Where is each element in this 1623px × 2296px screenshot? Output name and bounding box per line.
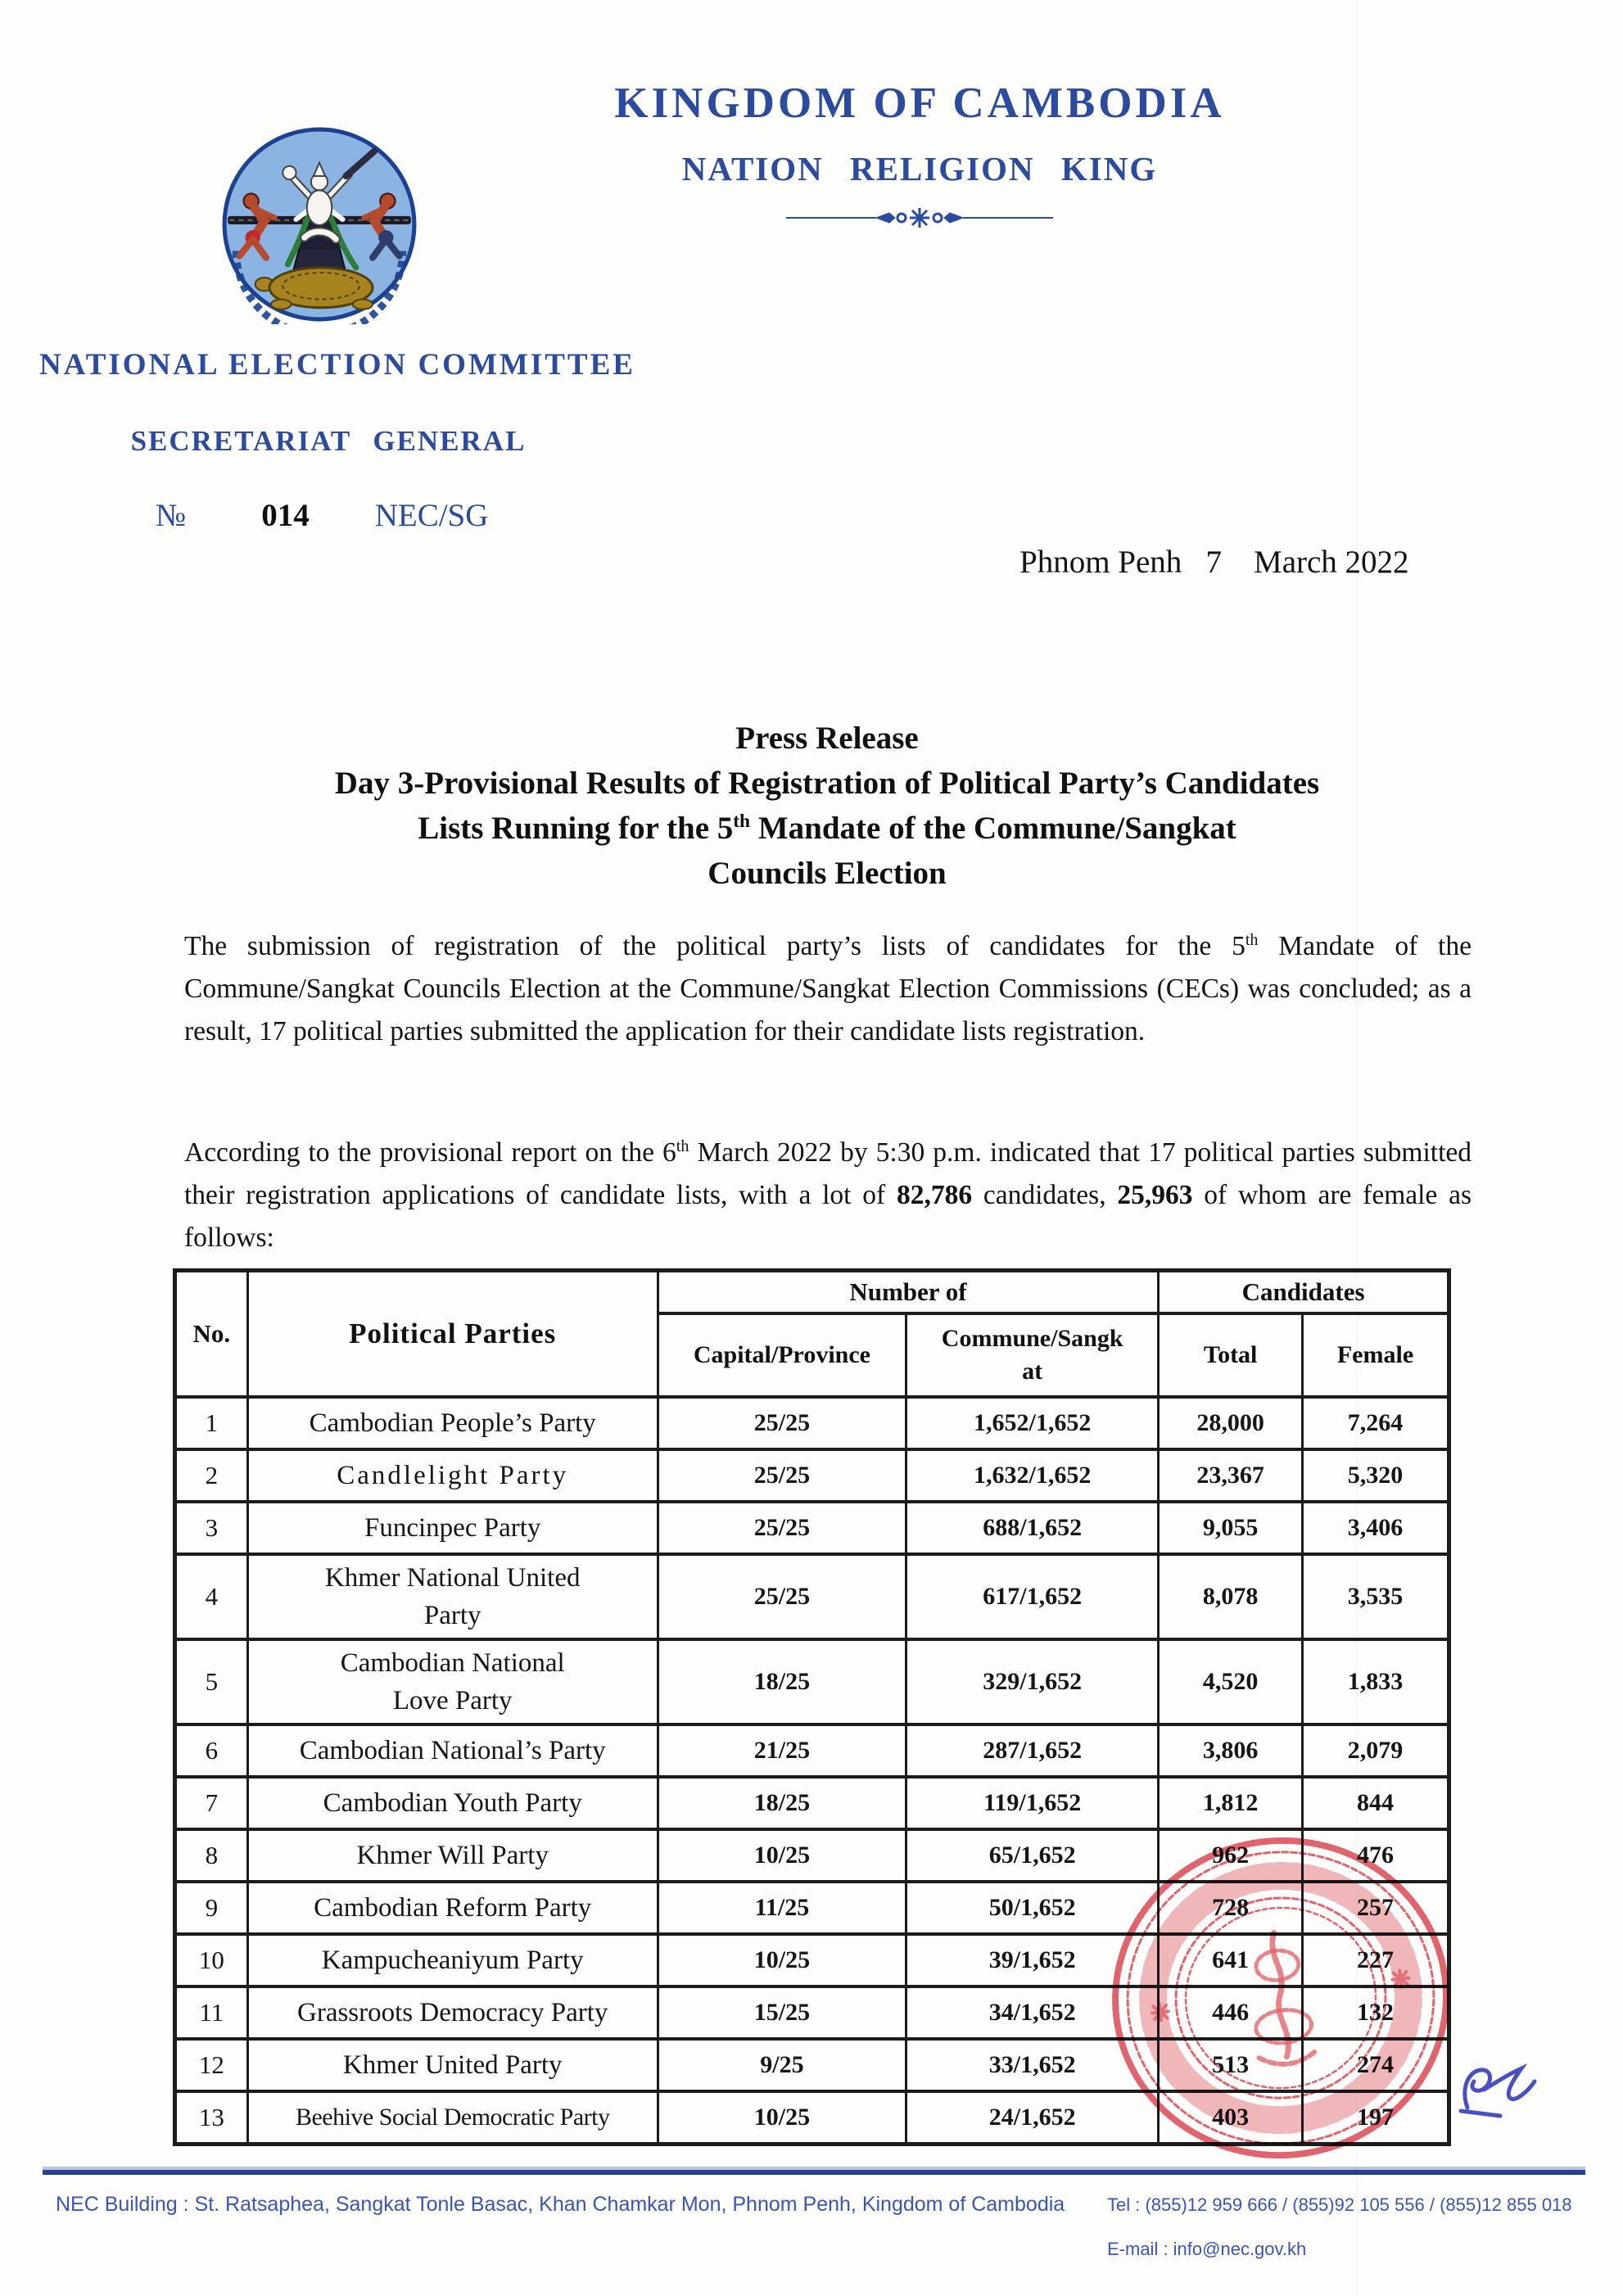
table-row <box>175 1829 1449 1882</box>
cell-commune: 24/1,652 <box>906 2091 1159 2145</box>
document-number-line <box>39 497 617 534</box>
cell-total: 8,078 <box>1159 1554 1303 1639</box>
cell-total: 728 <box>1159 1882 1303 1934</box>
col-header-capital-province: Capital/Province <box>658 1313 906 1397</box>
cell-female: 257 <box>1303 1882 1449 1934</box>
cell-total: 28,000 <box>1159 1397 1303 1449</box>
footer-email: E-mail : info@nec.gov.kh <box>1107 2239 1307 2259</box>
cell-no: 8 <box>175 1829 248 1882</box>
divider-ornament-icon <box>784 201 1055 234</box>
document-number: 014 <box>261 498 310 533</box>
cell-commune: 65/1,652 <box>906 1829 1159 1882</box>
cell-capital: 10/25 <box>658 1829 906 1882</box>
document-number-suffix: NEC/SG <box>374 498 489 533</box>
col-header-total: Total <box>1159 1313 1303 1397</box>
number-symbol: № <box>156 498 187 533</box>
cell-no: 6 <box>175 1724 248 1777</box>
cell-capital: 18/25 <box>658 1639 906 1724</box>
table-row <box>175 1639 1449 1724</box>
cell-capital: 15/25 <box>658 1986 906 2039</box>
title-line-3-text-end: Mandate of the Commune/Sangkat <box>750 811 1236 846</box>
cell-commune: 617/1,652 <box>906 1554 1159 1639</box>
col-header-female: Female <box>1303 1313 1449 1397</box>
paragraph-2 <box>184 1132 1472 1259</box>
cell-no: 13 <box>175 2091 248 2145</box>
letterhead-right <box>584 79 1255 238</box>
footer-telephone: Tel : (855)12 959 666 / (855)92 105 556 / (855)12 855 018 <box>1107 2194 1572 2215</box>
cell-commune: 1,632/1,652 <box>906 1449 1159 1502</box>
cell-no: 5 <box>175 1639 248 1724</box>
cell-female: 5,320 <box>1303 1449 1449 1502</box>
cell-commune: 688/1,652 <box>906 1502 1159 1554</box>
nec-logo <box>219 124 419 324</box>
female-candidates-count: 25,963 <box>1117 1180 1193 1210</box>
commune-header-line1: Commune/Sangk <box>941 1325 1123 1352</box>
cell-capital: 10/25 <box>658 2091 906 2145</box>
cell-capital: 25/25 <box>658 1554 906 1639</box>
cell-commune: 1,652/1,652 <box>906 1397 1159 1449</box>
cell-no: 1 <box>175 1397 248 1449</box>
cell-party: Khmer United Party <box>247 2039 658 2091</box>
place-date-line: Phnom Penh 7 March 2022 <box>1019 545 1409 580</box>
table-row <box>175 1724 1449 1777</box>
cell-commune: 287/1,652 <box>906 1724 1159 1777</box>
cell-no: 4 <box>175 1554 248 1639</box>
cell-female: 476 <box>1303 1829 1449 1882</box>
registration-results-table <box>173 1268 1451 2146</box>
cell-commune: 34/1,652 <box>906 1986 1159 2039</box>
cell-no: 9 <box>175 1882 248 1934</box>
cell-commune: 50/1,652 <box>906 1882 1159 1934</box>
motto-title: NATION RELIGION KING <box>681 150 1158 188</box>
col-header-no: No. <box>175 1271 248 1398</box>
cell-female: 3,406 <box>1303 1502 1449 1554</box>
cell-capital: 9/25 <box>658 2039 906 2091</box>
cell-capital: 25/25 <box>658 1449 906 1502</box>
table-row <box>175 1397 1449 1449</box>
col-header-political-parties: Political Parties <box>247 1271 658 1398</box>
table-row <box>175 1777 1449 1829</box>
cell-commune: 33/1,652 <box>906 2039 1159 2091</box>
paragraph-2-text-end: of whom are female as follows: <box>184 1180 1472 1253</box>
paragraph-1-text-end: Mandate of the Commune/Sangkat Councils Election at the Commune/Sangkat Election Commissions (CECs) was concluded; as a result, 17 political parties submitted the application for their candidate lists registration. <box>184 931 1472 1046</box>
cell-party: Cambodian National Love Party <box>247 1639 658 1724</box>
title-line-1: Press Release <box>735 721 919 756</box>
cell-party: Kampucheaniyum Party <box>247 1934 658 1986</box>
cell-capital: 11/25 <box>658 1882 906 1934</box>
ordinal-superscript: th <box>733 811 751 832</box>
cell-total: 3,806 <box>1159 1724 1303 1777</box>
commune-header-line2: at <box>1022 1358 1043 1385</box>
table-header <box>175 1271 1449 1398</box>
paragraph-1-text: The submission of registration of the political party’s lists of candidates for the 5 <box>184 931 1246 961</box>
cell-female: 844 <box>1303 1777 1449 1829</box>
ordinal-superscript: th <box>1245 930 1259 949</box>
cell-party: Candlelight Party <box>247 1449 658 1502</box>
cell-total: 962 <box>1159 1829 1303 1882</box>
title-line-3-text: Lists Running for the 5 <box>418 811 734 846</box>
cell-capital: 21/25 <box>658 1724 906 1777</box>
paragraph-2-text: According to the provisional report on the 6 <box>184 1137 676 1168</box>
cell-female: 2,079 <box>1303 1724 1449 1777</box>
cell-female: 1,833 <box>1303 1639 1449 1724</box>
cell-no: 11 <box>175 1986 248 2039</box>
cell-party: Cambodian Reform Party <box>247 1882 658 1934</box>
kingdom-title: KINGDOM OF CAMBODIA <box>614 79 1225 127</box>
cell-total: 9,055 <box>1159 1502 1303 1554</box>
letterhead-left <box>39 347 635 534</box>
cell-total: 513 <box>1159 2039 1303 2091</box>
cell-commune: 329/1,652 <box>906 1639 1159 1724</box>
cell-capital: 10/25 <box>658 1934 906 1986</box>
cell-total: 446 <box>1159 1986 1303 2039</box>
table-row <box>175 2039 1449 2091</box>
cell-no: 12 <box>175 2039 248 2091</box>
table-row <box>175 1986 1449 2039</box>
cell-party: Khmer National United Party <box>247 1554 658 1639</box>
cell-female: 197 <box>1303 2091 1449 2145</box>
cell-total: 1,812 <box>1159 1777 1303 1829</box>
cell-no: 2 <box>175 1449 248 1502</box>
table-row <box>175 1554 1449 1639</box>
cell-female: 7,264 <box>1303 1397 1449 1449</box>
footer-divider <box>43 2170 1585 2175</box>
col-header-commune-sangkat <box>906 1313 1159 1397</box>
cell-female: 227 <box>1303 1934 1449 1986</box>
cell-capital: 25/25 <box>658 1397 906 1449</box>
cell-female: 3,535 <box>1303 1554 1449 1639</box>
cell-party: Grassroots Democracy Party <box>247 1986 658 2039</box>
cell-female: 274 <box>1303 2039 1449 2091</box>
cell-capital: 25/25 <box>658 1502 906 1554</box>
ordinal-superscript: th <box>676 1137 689 1155</box>
title-line-3 <box>184 806 1470 851</box>
paragraph-1 <box>184 925 1472 1053</box>
table-row <box>175 1882 1449 1934</box>
cell-total: 403 <box>1159 2091 1303 2145</box>
cell-female: 132 <box>1303 1986 1449 2039</box>
committee-title: NATIONAL ELECTION COMMITTEE <box>39 348 635 382</box>
cell-party: Beehive Social Democratic Party <box>247 2091 658 2145</box>
cell-capital: 18/25 <box>658 1777 906 1829</box>
secretariat-title: SECRETARIAT GENERAL <box>130 425 527 457</box>
table-body <box>175 1397 1449 2145</box>
cell-total: 23,367 <box>1159 1449 1303 1502</box>
cell-party: Funcinpec Party <box>247 1502 658 1554</box>
cell-party: Cambodian National’s Party <box>247 1724 658 1777</box>
signature-initials <box>1456 2060 1541 2131</box>
footer-address: NEC Building : St. Ratsaphea, Sangkat Tonle Basac, Khan Chamkar Mon, Phnom Penh, Kingdom of Cambodia <box>56 2193 1065 2216</box>
col-group-number-of: Number of <box>658 1271 1158 1314</box>
paragraph-2-text: March 2022 by 5:30 p.m. indicated that 17 political parties submitted their registration applications of candidate lists, with a lot of <box>184 1137 1472 1210</box>
cell-no: 7 <box>175 1777 248 1829</box>
paragraph-2-text: candidates, <box>972 1180 1118 1210</box>
cell-commune: 119/1,652 <box>906 1777 1159 1829</box>
title-line-4: Councils Election <box>708 856 947 891</box>
cell-no: 3 <box>175 1502 248 1554</box>
cell-commune: 39/1,652 <box>906 1934 1159 1986</box>
cell-no: 10 <box>175 1934 248 1986</box>
table-row <box>175 2091 1449 2145</box>
total-candidates-count: 82,786 <box>896 1180 973 1210</box>
col-group-candidates: Candidates <box>1159 1271 1449 1314</box>
document-title <box>184 716 1470 896</box>
cell-party: Khmer Will Party <box>247 1829 658 1882</box>
cell-total: 4,520 <box>1159 1639 1303 1724</box>
cell-party: Cambodian Youth Party <box>247 1777 658 1829</box>
table-row <box>175 1502 1449 1554</box>
cell-party: Cambodian People’s Party <box>247 1397 658 1449</box>
cell-total: 641 <box>1159 1934 1303 1986</box>
title-line-2: Day 3-Provisional Results of Registration of Political Party’s Candidates <box>334 766 1320 801</box>
table-row <box>175 1449 1449 1502</box>
table-row <box>175 1934 1449 1986</box>
